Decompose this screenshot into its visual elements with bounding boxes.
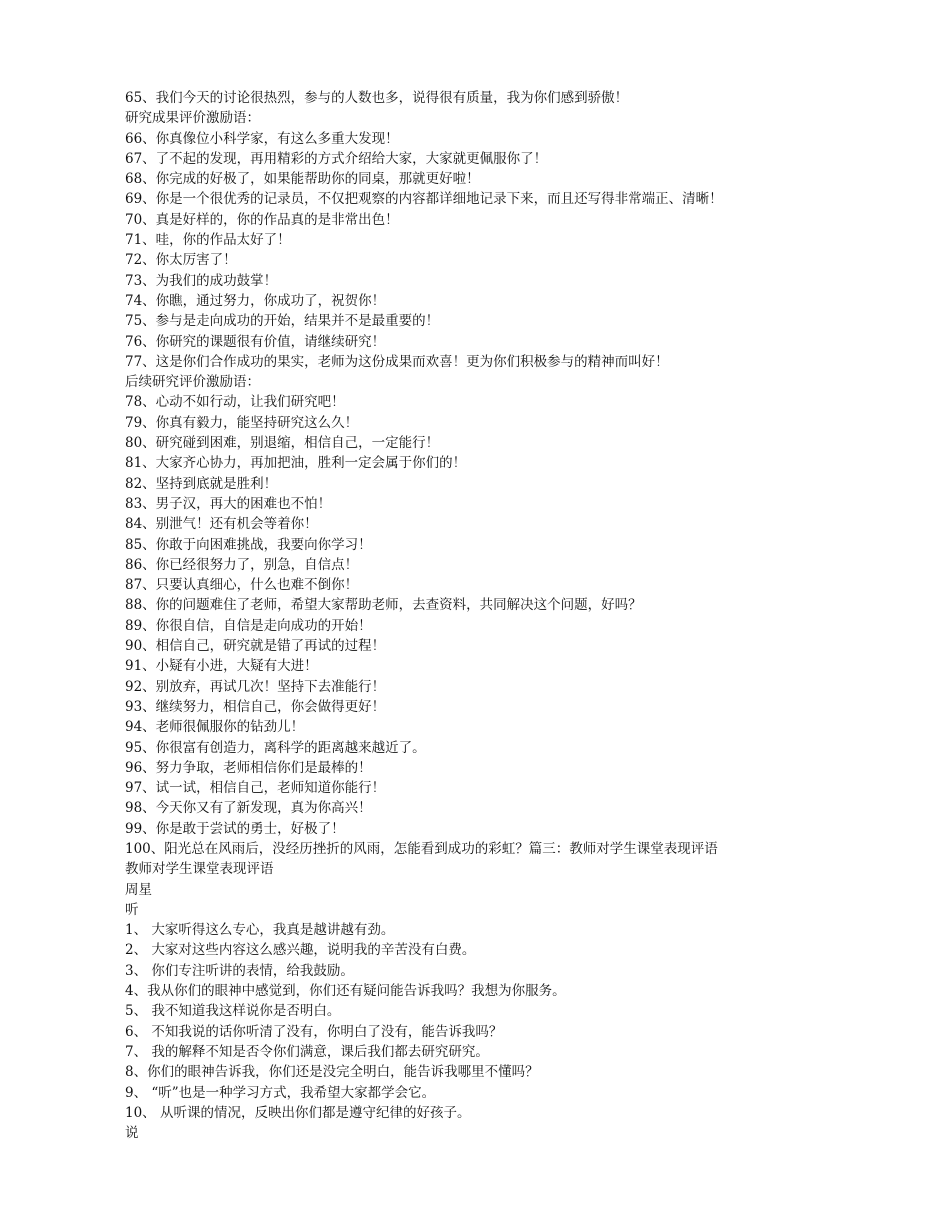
text-line: 2、 大家对这些内容这么感兴趣，说明我的辛苦没有白费。 [125, 942, 476, 959]
text-line: 90、相信自己，研究就是错了再试的过程！ [125, 638, 386, 655]
text-line: 76、你研究的课题很有价值，请继续研究！ [125, 333, 386, 350]
text-line: 3、 你们专注听讲的表情，给我鼓励。 [125, 962, 354, 979]
text-line: 75、参与是走向成功的开始，结果并不是最重要的！ [125, 313, 440, 330]
text-line: 79、你真有毅力，能坚持研究这么久！ [125, 414, 359, 431]
text-line: 9、 “听”也是一种学习方式，我希望大家都学会它。 [125, 1084, 436, 1101]
text-line: 70、真是好样的，你的作品真的是非常出色！ [125, 211, 399, 228]
text-line: 8、你们的眼神告诉我，你们还是没完全明白，能告诉我哪里不懂吗？ [125, 1064, 539, 1081]
section-heading: 研究成果评价激励语： [125, 110, 260, 127]
text-line: 72、你太厉害了！ [125, 252, 237, 269]
text-line: 94、老师很佩服你的钻劲儿！ [125, 719, 305, 736]
text-line: 92、别放弃，再试几次！坚持下去准能行！ [125, 678, 386, 695]
text-line: 83、男子汉，再大的困难也不怕！ [125, 495, 332, 512]
text-line: 7、 我的解释不知是否令你们满意，课后我们都去研究研究。 [125, 1043, 489, 1060]
text-line: 4、我从你们的眼神中感觉到，你们还有疑问能告诉我吗？我想为你服务。 [125, 983, 566, 1000]
text-line: 6、 不知我说的话你听清了没有，你明白了没有，能告诉我吗？ [125, 1023, 503, 1040]
text-line: 69、你是一个很优秀的记录员，不仅把观察的内容都详细地记录下来，而且还写得非常端正、清晰！ [125, 191, 723, 208]
text-line: 99、你是敢于尝试的勇士，好极了！ [125, 820, 345, 837]
text-line: 100、阳光总在风雨后，没经历挫折的风雨，怎能看到成功的彩虹？篇三：教师对学生课堂表现评语 [125, 840, 718, 857]
text-line: 82、坚持到底就是胜利！ [125, 475, 278, 492]
text-line: 98、今天你又有了新发现，真为你高兴！ [125, 800, 372, 817]
subsection-heading: 说 [125, 1125, 139, 1142]
text-line: 65、我们今天的讨论很热烈，参与的人数也多，说得很有质量，我为你们感到骄傲！ [125, 90, 629, 106]
text-line: 85、你敢于向困难挑战，我要向你学习！ [125, 536, 372, 553]
text-line: 91、小疑有小进，大疑有大进！ [125, 658, 318, 675]
document-page [125, 88, 925, 1143]
text-line: 95、你很富有创造力，离科学的距离越来越近了。 [125, 739, 426, 756]
text-line: 88、你的问题难住了老师，希望大家帮助老师，去查资料，共同解决这个问题，好吗？ [125, 597, 642, 614]
text-line: 73、为我们的成功鼓掌！ [125, 272, 278, 289]
subsection-heading: 听 [125, 901, 139, 918]
section-heading: 后续研究评价激励语： [125, 374, 260, 391]
text-line: 78、心动不如行动，让我们研究吧！ [125, 394, 345, 411]
text-line: 67、了不起的发现，再用精彩的方式介绍给大家，大家就更佩服你了！ [125, 150, 548, 167]
text-line: 66、你真像位小科学家，有这么多重大发现！ [125, 130, 399, 147]
author-name: 周星 [125, 881, 152, 898]
text-line: 68、你完成的好极了，如果能帮助你的同桌，那就更好啦！ [125, 171, 480, 188]
text-line: 5、 我不知道我这样说你是否明白。 [125, 1003, 341, 1020]
text-line: 77、这是你们合作成功的果实，老师为这份成果而欢喜！更为你们积极参与的精神而叫好！ [125, 353, 669, 370]
text-line: 89、你很自信，自信是走向成功的开始！ [125, 617, 372, 634]
text-line: 97、试一试，相信自己，老师知道你能行！ [125, 780, 386, 797]
text-line: 81、大家齐心协力，再加把油，胜利一定会属于你们的！ [125, 455, 467, 472]
text-line: 86、你已经很努力了，别急，自信点！ [125, 556, 359, 573]
text-line: 84、别泄气！还有机会等着你！ [125, 516, 318, 533]
text-line: 93、继续努力，相信自己，你会做得更好！ [125, 698, 386, 715]
section-heading: 教师对学生课堂表现评语 [125, 861, 274, 878]
text-line: 74、你瞧，通过努力，你成功了，祝贺你！ [125, 292, 386, 309]
text-line: 71、哇，你的作品太好了！ [125, 232, 291, 249]
text-line: 87、只要认真细心，什么也难不倒你！ [125, 577, 359, 594]
text-line: 10、 从听课的情况，反映出你们都是遵守纪律的好孩子。 [125, 1104, 471, 1121]
text-line: 80、研究碰到困难，别退缩，相信自己，一定能行！ [125, 435, 440, 452]
text-line: 1、 大家听得这么专心，我真是越讲越有劲。 [125, 922, 395, 939]
text-line: 96、努力争取，老师相信你们是最棒的！ [125, 759, 372, 776]
